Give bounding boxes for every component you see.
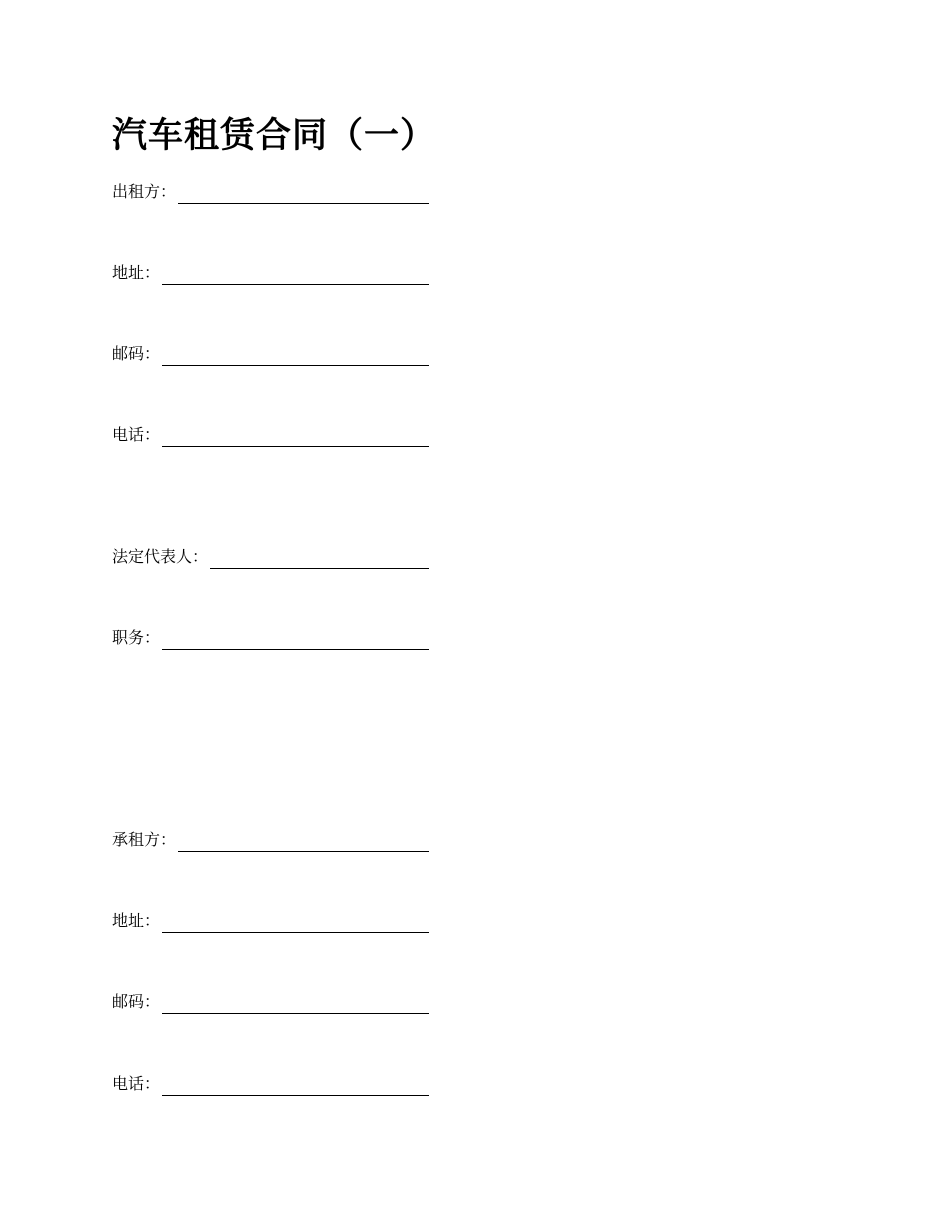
lessee-phone-blank[interactable] [162, 1075, 429, 1096]
lessor-address-blank[interactable] [162, 264, 429, 285]
lessor-legal-rep-blank[interactable] [210, 548, 429, 569]
document-title: 汽车租赁合同（一） [112, 116, 437, 156]
lessee-phone-label: 电话： [112, 1074, 161, 1093]
lessor-phone-field [112, 423, 429, 447]
lessor-label: 出租方： [112, 182, 177, 201]
lessor-postcode-field [112, 342, 429, 366]
lessor-address-label: 地址： [112, 263, 161, 282]
lessor-position-blank[interactable] [162, 629, 429, 650]
lessee-address-blank[interactable] [162, 912, 429, 933]
lessee-field [112, 828, 429, 852]
lessor-field [112, 180, 429, 204]
lessor-phone-label: 电话： [112, 425, 161, 444]
lessee-postcode-field [112, 990, 429, 1014]
lessor-position-label: 职务： [112, 628, 161, 647]
lessor-blank[interactable] [178, 183, 429, 204]
lessee-label: 承租方： [112, 830, 177, 849]
lessor-address-field [112, 261, 429, 285]
lessee-blank[interactable] [178, 831, 429, 852]
lessor-postcode-blank[interactable] [162, 345, 429, 366]
lessor-legal-rep-label: 法定代表人： [112, 547, 209, 566]
lessor-legal-rep-field [112, 545, 429, 569]
lessee-phone-field [112, 1072, 429, 1096]
lessor-position-field [112, 626, 429, 650]
lessee-postcode-blank[interactable] [162, 993, 429, 1014]
lessor-postcode-label: 邮码： [112, 344, 161, 363]
lessor-phone-blank[interactable] [162, 426, 429, 447]
lessee-address-label: 地址： [112, 911, 161, 930]
lessee-address-field [112, 909, 429, 933]
lessee-postcode-label: 邮码： [112, 992, 161, 1011]
